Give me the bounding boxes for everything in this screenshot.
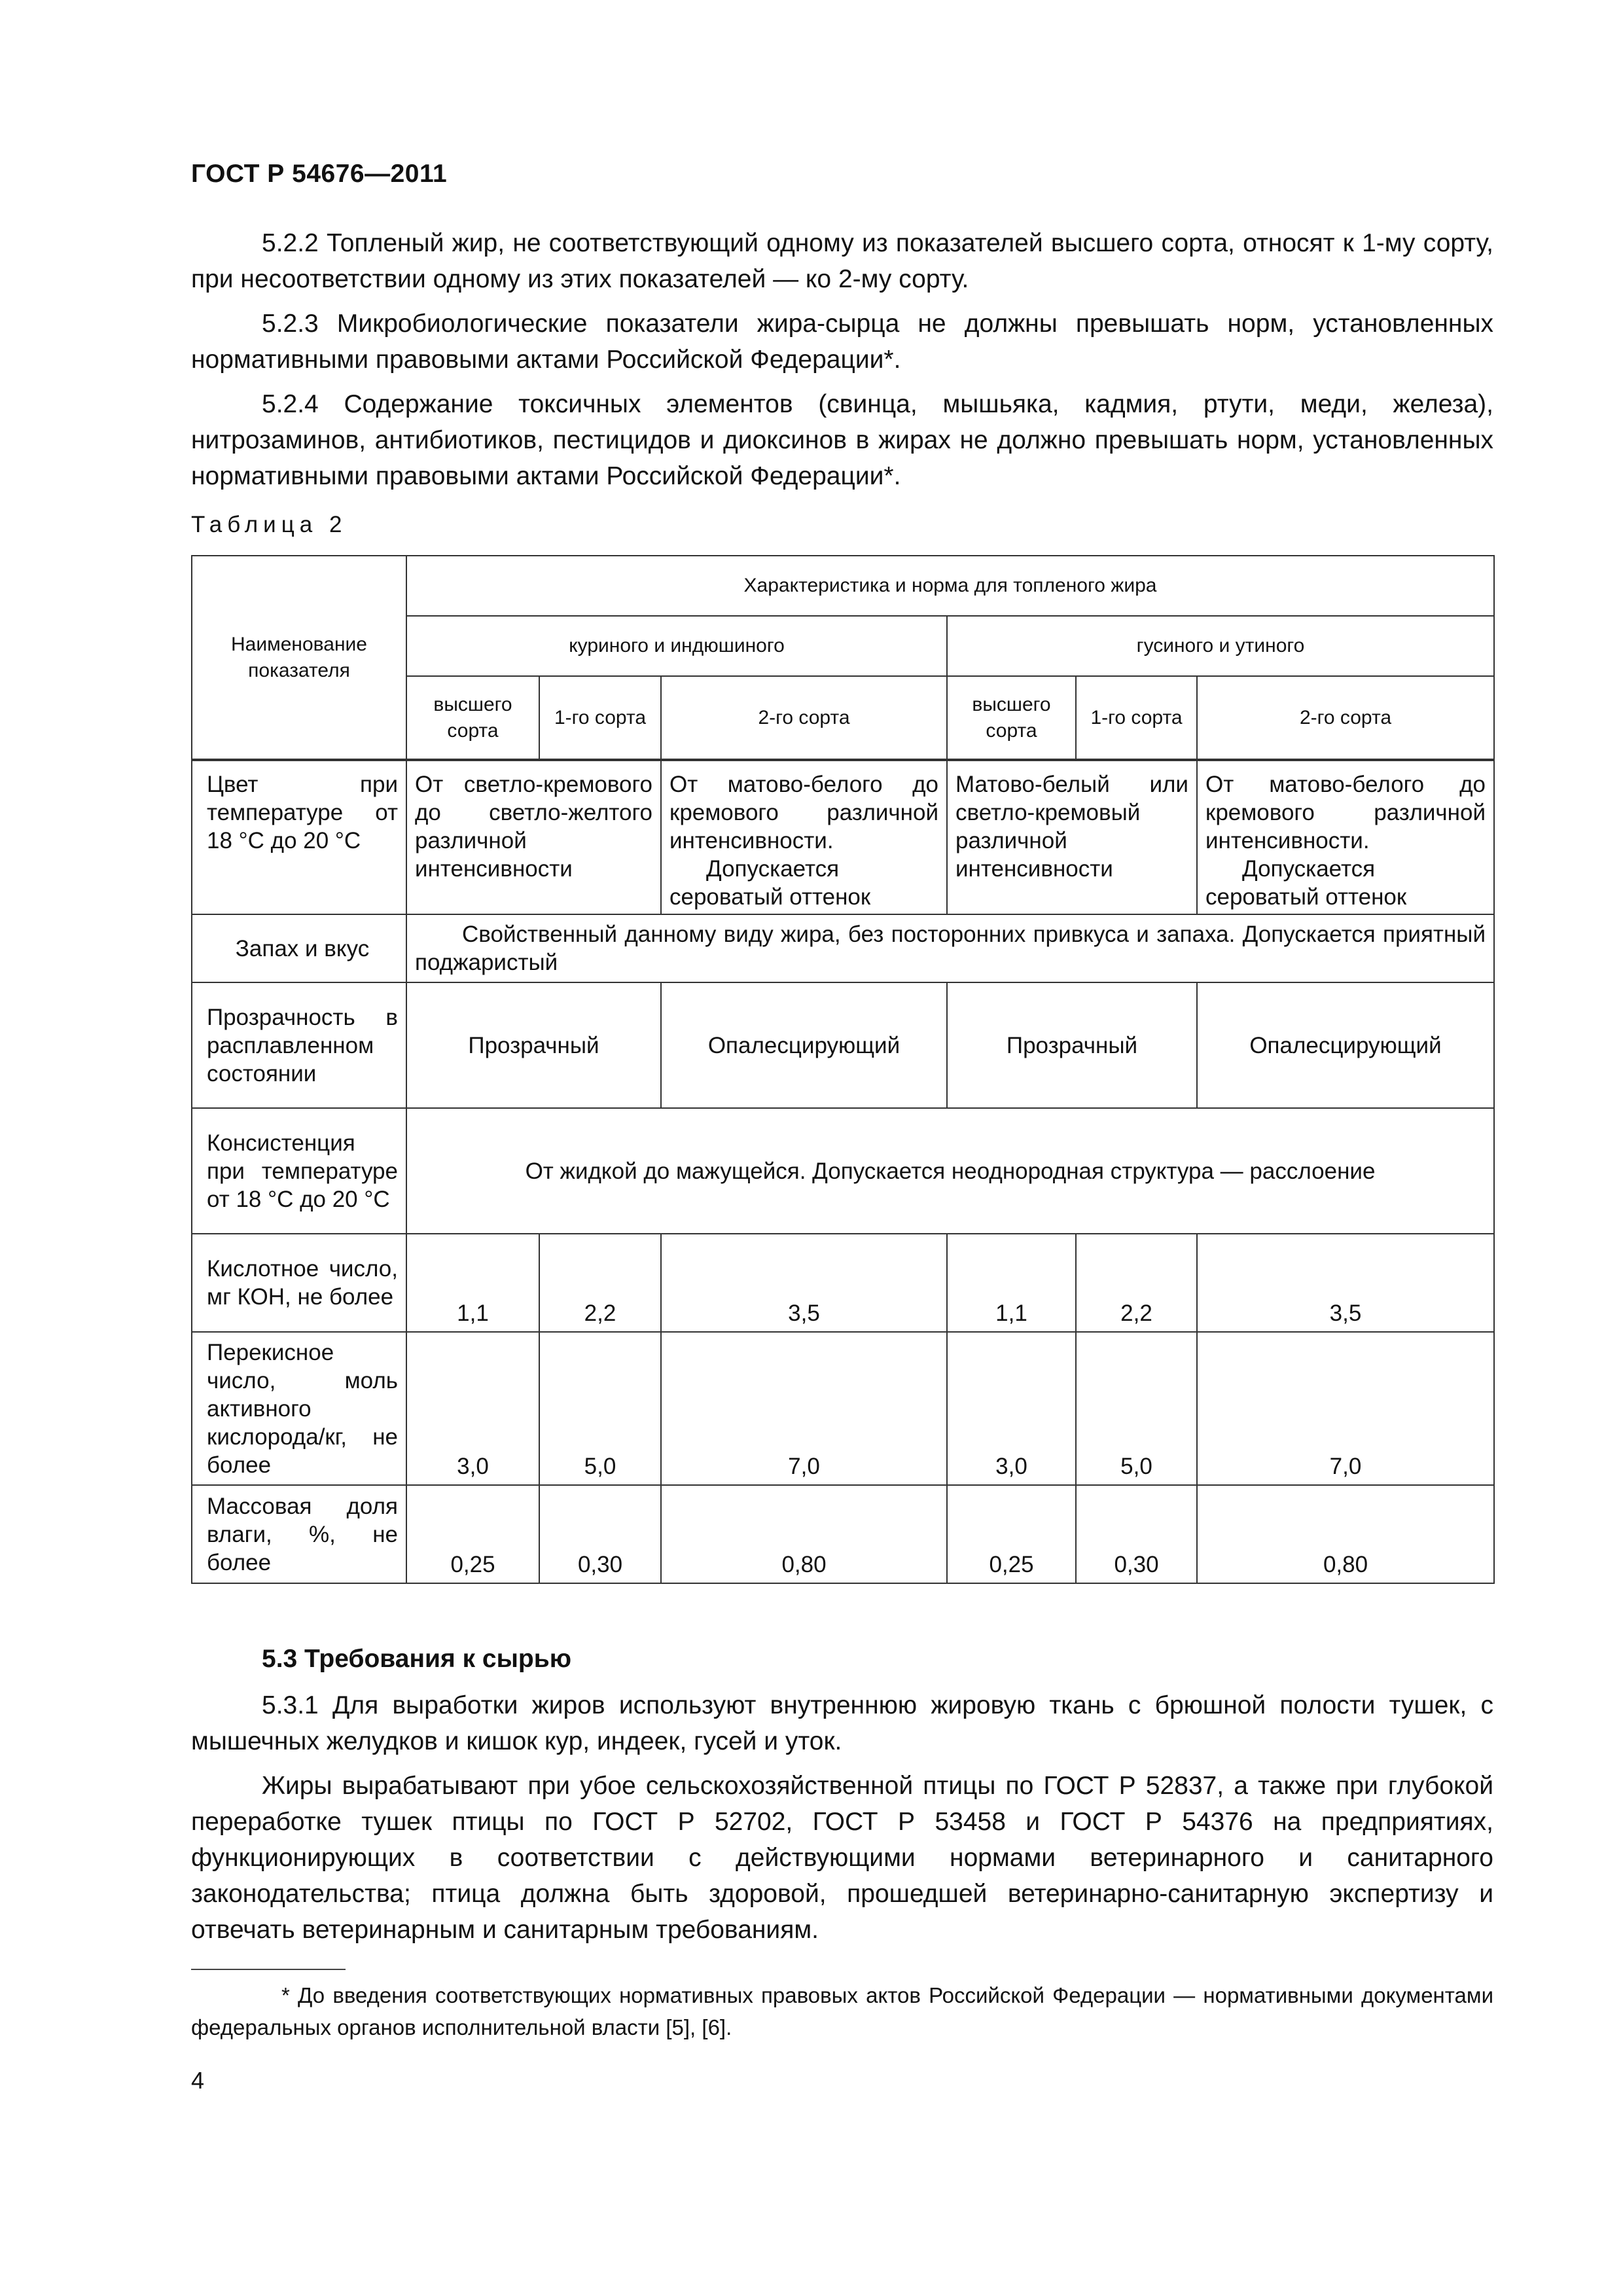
color-g1-top-1: От светло-кремового до светло-желтого различной интенсивности bbox=[406, 760, 661, 914]
header-indicator: Наименование показателя bbox=[192, 556, 406, 760]
header-grade-1: 1-го сорта bbox=[1076, 676, 1197, 760]
row-acid bbox=[192, 1234, 1494, 1332]
document-code: ГОСТ Р 54676—2011 bbox=[191, 160, 448, 188]
acid-value: 3,5 bbox=[661, 1234, 947, 1332]
header-characteristic: Характеристика и норма для топленого жира bbox=[406, 556, 1494, 616]
row-moisture bbox=[192, 1485, 1494, 1583]
acid-value: 2,2 bbox=[1076, 1234, 1197, 1332]
paragraph-5-3-1: 5.3.1 Для выработки жиров используют внутреннюю жировую ткань с брюшной полости тушек, с мышечных желудков и кишок кур, индеек, гусей и уток. bbox=[191, 1691, 1493, 1755]
row-consistency bbox=[192, 1108, 1494, 1234]
transparency-g2-opal: Опалесцирующий bbox=[1197, 982, 1494, 1108]
footnote-divider bbox=[191, 1969, 346, 1970]
header-grade-2: 2-го сорта bbox=[661, 676, 947, 760]
header-group-chicken-turkey: куриного и индюшиного bbox=[406, 616, 947, 676]
moisture-value: 0,30 bbox=[1076, 1485, 1197, 1583]
paragraph-raw-materials: Жиры вырабатывают при убое сельскохозяйственной птицы по ГОСТ Р 52837, а также при глубокой переработке тушек птицы по ГОСТ Р 52702, ГОСТ Р 53458 и ГОСТ Р 54376 на предприятиях, функционирующих в соответствии с действующими нормами ветеринарного и санитарного законодательства; птица должна быть здоровой, прошедшей ветеринарно-санитарную экспертизу и отвечать ветеринарным и санитарным требованиям. bbox=[191, 1772, 1493, 1944]
row-color bbox=[192, 760, 1494, 914]
row-label: Запах и вкус bbox=[192, 914, 406, 982]
color-g2-top-1: Матово-белый или светло-кремовый различной интенсивности bbox=[947, 760, 1197, 914]
moisture-value: 0,25 bbox=[406, 1485, 539, 1583]
peroxide-value: 3,0 bbox=[406, 1332, 539, 1485]
color-g2-2-text: От матово-белого до кремового различной интенсивности. bbox=[1205, 772, 1486, 853]
peroxide-value: 3,0 bbox=[947, 1332, 1076, 1485]
color-g2-2 bbox=[1197, 760, 1494, 914]
section-paragraphs bbox=[191, 1687, 1493, 1956]
color-g1-2 bbox=[661, 760, 947, 914]
page-number: 4 bbox=[191, 2067, 205, 2094]
table-2 bbox=[191, 555, 1495, 1584]
row-smell bbox=[192, 914, 1494, 982]
acid-value: 3,5 bbox=[1197, 1234, 1494, 1332]
header-grade-top: высшего сорта bbox=[406, 676, 539, 760]
color-g2-2-note: Допускается сероватый оттенок bbox=[1205, 856, 1407, 910]
moisture-value: 0,80 bbox=[1197, 1485, 1494, 1583]
row-label: Массовая доля влаги, %, не более bbox=[192, 1485, 406, 1583]
table-header-row-1 bbox=[192, 556, 1494, 616]
peroxide-value: 5,0 bbox=[539, 1332, 661, 1485]
peroxide-value: 7,0 bbox=[1197, 1332, 1494, 1485]
peroxide-value: 5,0 bbox=[1076, 1332, 1197, 1485]
row-peroxide bbox=[192, 1332, 1494, 1485]
row-label: Перекисное число, моль активного кислорода/кг, не более bbox=[192, 1332, 406, 1485]
paragraph-5-2-4: 5.2.4 Содержание токсичных элементов (свинца, мышьяка, кадмия, ртути, меди, железа), нитрозаминов, антибиотиков, пестицидов и диоксинов в жирах не должно превышать норм, установленных нормативными правовыми актами Российской Федерации*. bbox=[191, 390, 1493, 490]
section-title: 5.3 Требования к сырью bbox=[262, 1645, 572, 1673]
row-label: Цвет при температуре от 18 °С до 20 °С bbox=[192, 760, 406, 914]
peroxide-value: 7,0 bbox=[661, 1332, 947, 1485]
paragraph-5-2-3: 5.2.3 Микробиологические показатели жира-сырца не должны превышать норм, установленных нормативными правовыми актами Российской Федерации*. bbox=[191, 310, 1493, 374]
footnote bbox=[191, 1979, 1493, 2043]
color-g1-2-note: Допускается сероватый оттенок bbox=[669, 856, 871, 910]
transparency-g1-clear: Прозрачный bbox=[406, 982, 661, 1108]
moisture-value: 0,25 bbox=[947, 1485, 1076, 1583]
row-label: Консистенция при температуре от 18 °С до 20 °С bbox=[192, 1108, 406, 1234]
smell-value: Свойственный данному виду жира, без посторонних привкуса и запаха. Допускается приятный поджаристый bbox=[406, 914, 1494, 982]
row-transparency bbox=[192, 982, 1494, 1108]
footnote-text: * До введения соответствующих нормативных правовых актов Российской Федерации — нормативными документами федеральных органов исполнительной власти [5], [6]. bbox=[191, 1983, 1493, 2039]
header-grade-top: высшего сорта bbox=[947, 676, 1076, 760]
row-label: Кислотное число, мг КОН, не более bbox=[192, 1234, 406, 1332]
header-grade-1: 1-го сорта bbox=[539, 676, 661, 760]
header-group-goose-duck: гусиного и утиного bbox=[947, 616, 1494, 676]
moisture-value: 0,30 bbox=[539, 1485, 661, 1583]
table-caption: Таблица 2 bbox=[191, 512, 348, 537]
header-grade-2: 2-го сорта bbox=[1197, 676, 1494, 760]
acid-value: 1,1 bbox=[406, 1234, 539, 1332]
color-g1-2-text: От матово-белого до кремового различной интенсивности. bbox=[669, 772, 938, 853]
row-label: Прозрачность в расплавленном состоянии bbox=[192, 982, 406, 1108]
transparency-g2-clear: Прозрачный bbox=[947, 982, 1197, 1108]
acid-value: 2,2 bbox=[539, 1234, 661, 1332]
moisture-value: 0,80 bbox=[661, 1485, 947, 1583]
acid-value: 1,1 bbox=[947, 1234, 1076, 1332]
top-paragraphs bbox=[191, 225, 1493, 503]
transparency-g1-opal: Опалесцирующий bbox=[661, 982, 947, 1108]
paragraph-5-2-2: 5.2.2 Топленый жир, не соответствующий одному из показателей высшего сорта, относят к 1-му сорту, при несоответствии одному из этих показателей — ко 2-му сорту. bbox=[191, 229, 1493, 293]
consistency-value: От жидкой до мажущейся. Допускается неоднородная структура — расслоение bbox=[406, 1108, 1494, 1234]
